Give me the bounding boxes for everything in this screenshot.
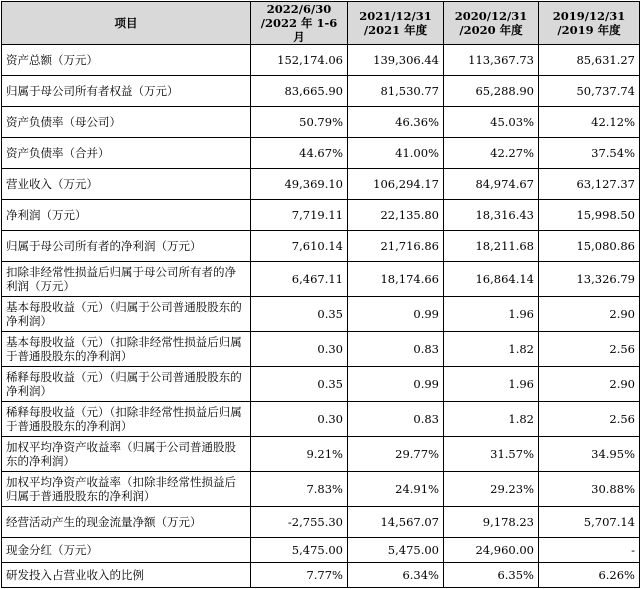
row-value: 6.34% (348, 563, 444, 588)
row-value: 7.83% (251, 472, 348, 507)
row-value: 63,127.37 (539, 169, 640, 200)
row-value: 106,294.17 (348, 169, 444, 200)
row-label: 扣除非经常性损益后归属于母公司所有者的净利润（万元） (2, 262, 251, 297)
row-value: 29.77% (348, 437, 444, 472)
row-value: 42.12% (539, 107, 640, 138)
row-label: 稀释每股收益（元）（归属于公司普通股股东的净利润） (2, 367, 251, 402)
row-label: 经营活动产生的现金流量净额（万元） (2, 507, 251, 538)
row-value: 0.83 (348, 332, 444, 367)
row-label: 基本每股收益（元）（归属于公司普通股股东的净利润） (2, 297, 251, 332)
table-row (2, 231, 640, 262)
row-label: 营业收入（万元） (2, 169, 251, 200)
row-value: 45.03% (444, 107, 539, 138)
row-value: 1.82 (444, 332, 539, 367)
row-value: 85,631.27 (539, 45, 640, 76)
row-label: 加权平均净资产收益率（归属于公司普通股股东的净利润） (2, 437, 251, 472)
row-value: 0.30 (251, 402, 348, 437)
row-value: 65,288.90 (444, 76, 539, 107)
table-row (2, 76, 640, 107)
row-value: 81,530.77 (348, 76, 444, 107)
row-value: 6,467.11 (251, 262, 348, 297)
row-value: - (539, 538, 640, 563)
row-value: 41.00% (348, 138, 444, 169)
row-value: 7,719.11 (251, 200, 348, 231)
row-value: 34.95% (539, 437, 640, 472)
row-value: 5,475.00 (348, 538, 444, 563)
row-value: 50.79% (251, 107, 348, 138)
row-value: 22,135.80 (348, 200, 444, 231)
row-value: 139,306.44 (348, 45, 444, 76)
row-value: 16,864.14 (444, 262, 539, 297)
row-value: 29.23% (444, 472, 539, 507)
row-value: 0.83 (348, 402, 444, 437)
row-value: 49,369.10 (251, 169, 348, 200)
row-label: 归属于母公司所有者的净利润（万元） (2, 231, 251, 262)
row-label: 归属于母公司所有者权益（万元） (2, 76, 251, 107)
header-col-2021 (348, 2, 444, 45)
table-row (2, 402, 640, 437)
row-value: 0.35 (251, 367, 348, 402)
table-row (2, 538, 640, 563)
row-value: 24.91% (348, 472, 444, 507)
row-value: 84,974.67 (444, 169, 539, 200)
row-label: 加权平均净资产收益率（扣除非经常性损益后归属于普通股股东的净利润） (2, 472, 251, 507)
table-row (2, 262, 640, 297)
row-value: 9.21% (251, 437, 348, 472)
table-row (2, 472, 640, 507)
row-value: 31.57% (444, 437, 539, 472)
header-col-line1: 2020/12/31 (454, 9, 528, 23)
row-value: 37.54% (539, 138, 640, 169)
header-row (2, 2, 640, 45)
table-row (2, 45, 640, 76)
row-value: 0.99 (348, 297, 444, 332)
header-col-2022h1 (251, 2, 348, 45)
header-col-line1: 2022/6/30 (266, 2, 332, 16)
row-value: 46.36% (348, 107, 444, 138)
row-value: -2,755.30 (251, 507, 348, 538)
table-row (2, 200, 640, 231)
header-col-line1: 2021/12/31 (359, 9, 432, 23)
header-col-line2: /2020 年度 (459, 23, 523, 37)
table-row (2, 138, 640, 169)
header-col-2019 (539, 2, 640, 45)
row-label: 资产负债率（合并） (2, 138, 251, 169)
row-label: 基本每股收益（元）（扣除非经常性损益后归属于普通股股东的净利润） (2, 332, 251, 367)
table-body (2, 45, 640, 588)
table-row (2, 107, 640, 138)
row-value: 83,665.90 (251, 76, 348, 107)
row-value: 18,316.43 (444, 200, 539, 231)
table-row (2, 332, 640, 367)
row-value: 18,211.68 (444, 231, 539, 262)
row-label: 现金分红（万元） (2, 538, 251, 563)
header-col-line1: 2019/12/31 (552, 9, 626, 23)
header-item: 项目 (2, 2, 251, 45)
header-col-line2: /2022 年 1-6 月 (260, 16, 338, 44)
row-value: 18,174.66 (348, 262, 444, 297)
row-label: 研发投入占营业收入的比例 (2, 563, 251, 588)
row-value: 5,475.00 (251, 538, 348, 563)
row-value: 24,960.00 (444, 538, 539, 563)
row-value: 1.82 (444, 402, 539, 437)
row-value: 0.35 (251, 297, 348, 332)
row-value: 2.56 (539, 402, 640, 437)
table-row (2, 169, 640, 200)
row-value: 13,326.79 (539, 262, 640, 297)
row-value: 6.26% (539, 563, 640, 588)
financial-indicators-table (1, 1, 640, 588)
row-value: 1.96 (444, 297, 539, 332)
row-label: 资产负债率（母公司） (2, 107, 251, 138)
row-label: 稀释每股收益（元）（扣除非经常性损益后归属于普通股股东的净利润） (2, 402, 251, 437)
row-value: 113,367.73 (444, 45, 539, 76)
row-value: 7.77% (251, 563, 348, 588)
row-value: 7,610.14 (251, 231, 348, 262)
row-label: 净利润（万元） (2, 200, 251, 231)
row-value: 2.90 (539, 367, 640, 402)
row-value: 2.90 (539, 297, 640, 332)
row-value: 15,998.50 (539, 200, 640, 231)
row-value: 1.96 (444, 367, 539, 402)
header-col-line2: /2019 年度 (557, 23, 621, 37)
header-col-line2: /2021 年度 (363, 23, 428, 37)
header-col-2020 (444, 2, 539, 45)
row-value: 0.30 (251, 332, 348, 367)
table-row (2, 367, 640, 402)
row-value: 152,174.06 (251, 45, 348, 76)
row-value: 14,567.07 (348, 507, 444, 538)
table-row (2, 563, 640, 588)
row-label: 资产总额（万元） (2, 45, 251, 76)
row-value: 50,737.74 (539, 76, 640, 107)
table-row (2, 437, 640, 472)
table-row (2, 297, 640, 332)
row-value: 44.67% (251, 138, 348, 169)
row-value: 15,080.86 (539, 231, 640, 262)
row-value: 9,178.23 (444, 507, 539, 538)
table-row (2, 507, 640, 538)
row-value: 2.56 (539, 332, 640, 367)
row-value: 42.27% (444, 138, 539, 169)
row-value: 30.88% (539, 472, 640, 507)
row-value: 6.35% (444, 563, 539, 588)
row-value: 21,716.86 (348, 231, 444, 262)
row-value: 0.99 (348, 367, 444, 402)
row-value: 5,707.14 (539, 507, 640, 538)
